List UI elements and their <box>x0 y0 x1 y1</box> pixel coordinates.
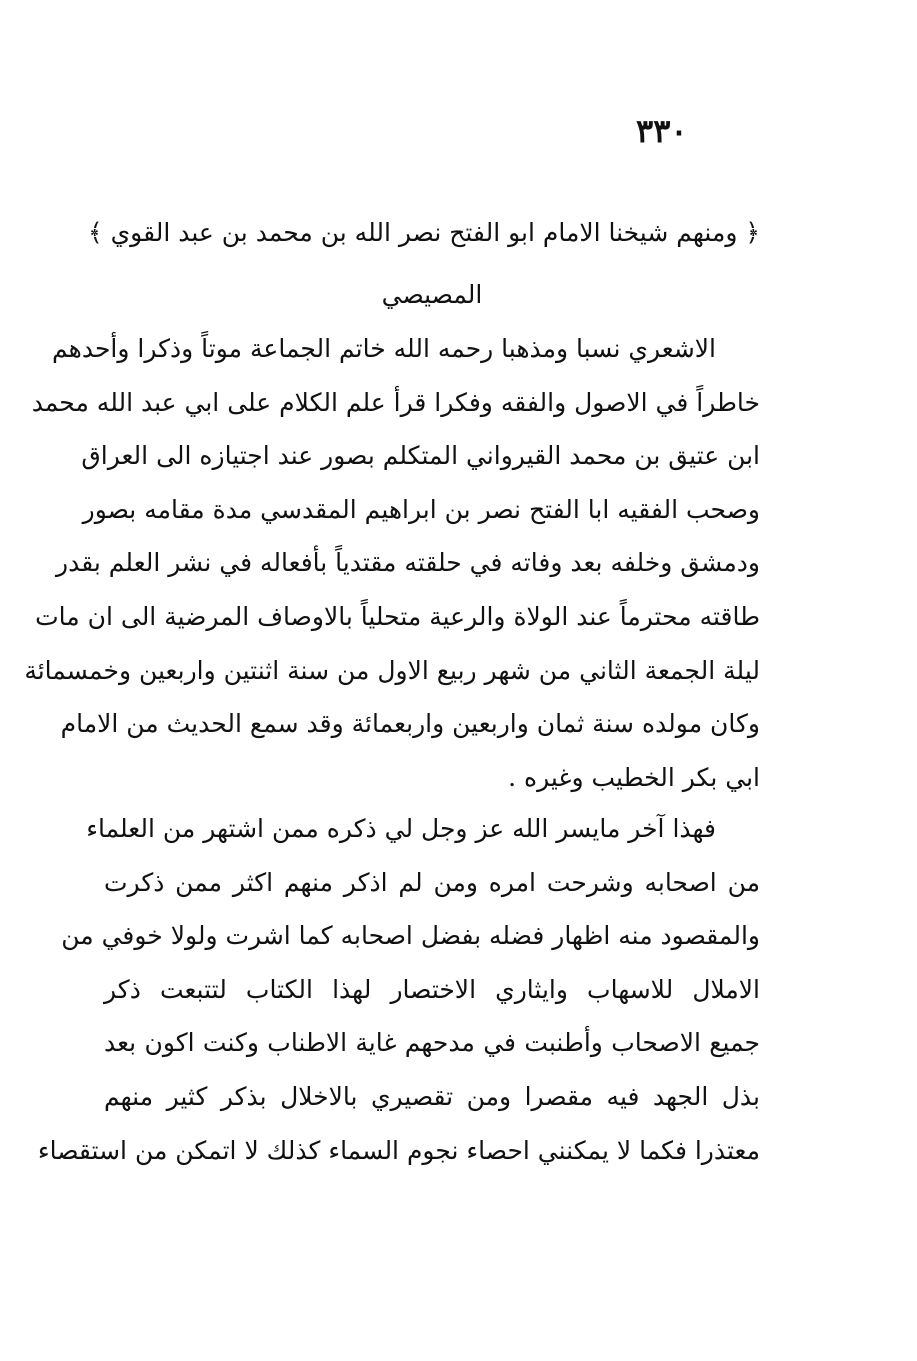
text-line: والمقصود منه اظهار فضله بفضل اصحابه كما اشرت ولولا خوفي من <box>61 921 760 951</box>
text-line: ودمشق وخلفه بعد وفاته في حلقته مقتدياً بأفعاله في نشر العلم بقدر <box>56 548 760 578</box>
text-line: ابي بكر الخطيب وغيره . <box>508 762 760 792</box>
heading-line: المصيصي <box>381 280 483 309</box>
paragraph <box>37 802 760 1177</box>
text-line: وصحب الفقيه ابا الفتح نصر بن ابراهيم المقدسي مدة مقامه بصور <box>82 494 760 524</box>
text-line: ابن عتيق بن محمد القيرواني المتكلم بصور عند اجتيازه الى العراق <box>81 441 760 471</box>
text-line: جميع الاصحاب وأطنبت في مدحهم غاية الاطناب وكنت اكون بعد <box>104 1028 760 1058</box>
text-line: من اصحابه وشرحت امره ومن لم اذكر منهم اكثر ممن ذكرت <box>104 867 760 897</box>
paragraph <box>24 322 760 804</box>
page-number: ٣٣٠ <box>636 112 688 150</box>
heading-line: ﴿ ومنهم شيخنا الامام ابو الفتح نصر الله بن محمد بن عبد القوي ﴾ <box>88 218 760 247</box>
text-line: الاملال للاسهاب وايثاري الاختصار لهذا الكتاب لتتبعت ذكر <box>104 974 760 1004</box>
text-line: الاشعري نسبا ومذهبا رحمه الله خاتم الجماعة موتاً وذكرا وأحدهم <box>52 334 716 363</box>
text-line: معتذرا فكما لا يمكنني احصاء نجوم السماء كذلك لا اتمكن من استقصاء <box>37 1135 760 1165</box>
section-heading <box>88 202 760 326</box>
text-line: وكان مولده سنة ثمان واربعين واربعمائة وقد سمع الحديث من الامام <box>60 709 760 739</box>
text-line: ليلة الجمعة الثاني من شهر ربيع الاول من سنة اثنتين واربعين وخمسمائة <box>24 655 760 685</box>
text-line: طاقته محترماً عند الولاة والرعية متحلياً بالاوصاف المرضية الى ان مات <box>35 601 760 631</box>
text-line: بذل الجهد فيه مقصرا ومن تقصيري بالاخلال بذكر كثير منهم <box>104 1081 760 1111</box>
text-line: خاطراً في الاصول والفقه وفكرا قرأ علم الكلام على ابي عبد الله محمد <box>31 387 760 417</box>
text-line: فهذا آخر مايسر الله عز وجل لي ذكره ممن اشتهر من العلماء <box>86 814 716 843</box>
